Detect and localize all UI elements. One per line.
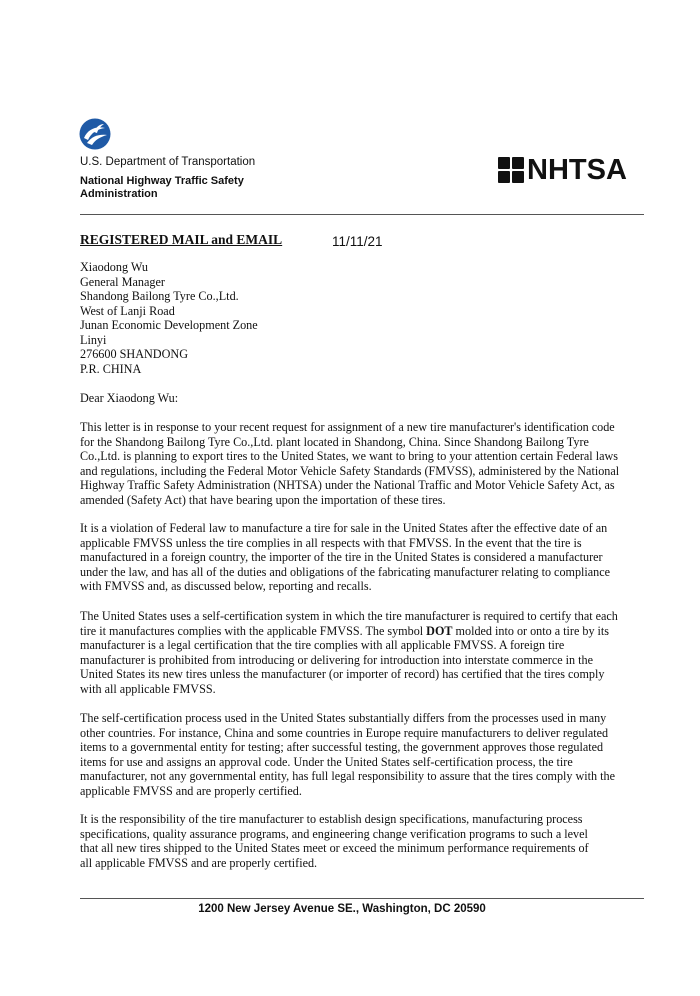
paragraph-line: manufacturer, not any governmental entity, has full legal responsibility to assure that the tires comply with the	[80, 769, 615, 783]
nhtsa-wordmark: NHTSA	[527, 154, 627, 186]
dot-logo-icon	[79, 118, 111, 150]
paragraph	[80, 711, 650, 798]
paragraph-line: amended (Safety Act) that have bearing upon the importation of these tires.	[80, 492, 446, 507]
paragraph-line: all applicable FMVSS and are properly certified.	[80, 855, 318, 870]
delivery-method: REGISTERED MAIL and EMAIL	[80, 232, 283, 247]
administration-name: National Highway Traffic Safety Administration	[80, 175, 244, 200]
nhtsa-emblem-icon	[498, 157, 524, 183]
paragraph-line: for the Shandong Bailong Tyre Co.,Ltd. plant located in Shandong, China. Since Shandong Bailong Tyre	[80, 434, 589, 449]
paragraph-line: with all applicable FMVSS.	[80, 681, 216, 696]
paragraph-line: applicable FMVSS and are properly certified.	[80, 783, 302, 798]
nhtsa-logo	[498, 156, 627, 184]
paragraph-line: specifications, quality assurance programs, and engineering change verification programs to such a level	[80, 826, 588, 841]
address-line: Xiaodong Wu	[80, 260, 149, 274]
address-line: Junan Economic Development Zone	[80, 318, 258, 332]
footer-address: 1200 New Jersey Avenue SE., Washington, DC 20590	[198, 903, 486, 915]
address-line: West of Lanji Road	[80, 303, 175, 318]
paragraph-line: other countries. For instance, China and some countries in Europe require manufacturers to deliver regulated	[80, 725, 609, 740]
paragraph-line: Co.,Ltd. is planning to export tires to the United States, we want to bring to your attention certain Federal laws	[80, 449, 618, 463]
paragraph-line: items for use and assigns an approval code. Under the United States self-certification process, the tire	[80, 754, 573, 769]
letter-date: 11/11/21	[332, 234, 383, 249]
paragraph-line: It is a violation of Federal law to manufacture a tire for sale in the United States after the effective date of an	[80, 521, 608, 535]
paragraph-line: with FMVSS and, as discussed below, reporting and recalls.	[80, 579, 372, 593]
paragraph-line: tire it manufactures complies with the applicable FMVSS. The symbol DOT molded into or onto a tire by its	[80, 623, 610, 638]
paragraph-line: and regulations, including the Federal Motor Vehicle Safety Standards (FMVSS), administered by the National	[80, 463, 620, 478]
agency-block	[80, 156, 270, 200]
address-line: P.R. CHINA	[80, 361, 142, 376]
paragraph-line: It is the responsibility of the tire manufacturer to establish design specifications, manufacturing process	[80, 812, 583, 826]
paragraph-line: manufacturer is prohibited from introducing or delivering for introduction into interstate commerce in the	[80, 652, 593, 667]
paragraph-line: items to a governmental entity for testing; after successful testing, the government approves those regulated	[80, 740, 604, 754]
header-divider	[80, 214, 644, 215]
paragraph-line: manufactured in a foreign country, the importer of the tire in the United States is considered a manufacturer	[80, 550, 603, 564]
paragraph	[80, 812, 650, 870]
address-line: Linyi	[80, 332, 107, 347]
paragraph	[80, 521, 650, 594]
paragraph	[80, 420, 650, 507]
address-line: Shandong Bailong Tyre Co.,Ltd.	[80, 289, 239, 303]
paragraph-line: that all new tires shipped to the United States meet or exceed the minimum performance requirements of	[80, 841, 589, 855]
paragraph-line: This letter is in response to your recent request for assignment of a new tire manufacturer's identification code	[80, 420, 615, 434]
paragraph-line: under the law, and has all of the duties and obligations of the fabricating manufacturer relating to compliance	[80, 564, 611, 579]
salutation: Dear Xiaodong Wu:	[80, 391, 179, 405]
dot-symbol: DOT	[426, 623, 453, 638]
paragraph-line: applicable FMVSS unless the tire complies in all respects with that FMVSS. In the event that the tire is	[80, 535, 582, 550]
paragraph-line: The self-certification process used in the United States substantially differs from the processes used in many	[80, 711, 607, 725]
paragraph-line: United States its new tires unless the manufacturer (or importer of record) has certified that the tires comply	[80, 667, 605, 681]
paragraph-line: Highway Traffic Safety Administration (NHTSA) under the National Traffic and Motor Vehicle Safety Act, as	[80, 478, 615, 492]
paragraph	[80, 609, 650, 696]
paragraph-line: The United States uses a self-certification system in which the tire manufacturer is required to certify that each	[80, 609, 618, 623]
footer	[0, 903, 700, 915]
address-line: 276600 SHANDONG	[80, 347, 188, 361]
address-line: General Manager	[80, 274, 165, 289]
footer-divider	[80, 898, 644, 899]
recipient-address	[80, 260, 258, 376]
paragraph-line: manufacturer is a legal certification that the tire complies with all applicable FMVSS. A foreign tire	[80, 638, 565, 652]
department-name: U.S. Department of Transportation	[80, 156, 256, 168]
